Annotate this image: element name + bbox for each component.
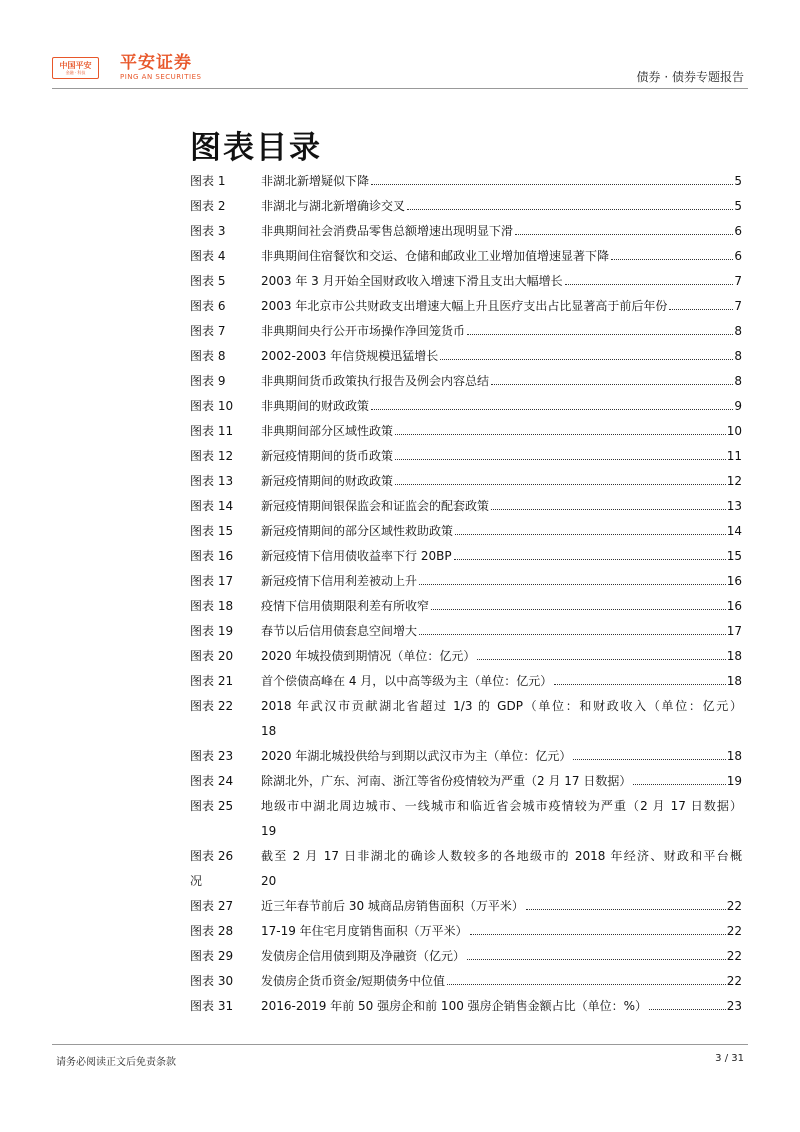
toc-entry[interactable]: [190, 449, 742, 464]
toc-title: 近三年春节前后 30 城商品房销售面积（万平米）: [261, 899, 524, 913]
footer-page-number: 3 / 31: [715, 1053, 744, 1064]
toc-entry[interactable]: [190, 224, 742, 239]
toc-label: 图表 1: [190, 174, 226, 188]
toc-page: 5: [734, 174, 742, 188]
toc-leader-dots: [440, 359, 733, 360]
company-logo: [52, 57, 99, 79]
toc-label: 图表 3: [190, 224, 226, 238]
toc-entry[interactable]: [190, 199, 742, 214]
toc-entry-22[interactable]: [190, 699, 742, 739]
toc-title: 2003 年 3 月开始全国财政收入增速下滑且支出大幅增长: [261, 274, 563, 288]
toc-entry[interactable]: [190, 249, 742, 264]
toc-label: 图表 27: [190, 899, 234, 913]
toc-page: 18: [726, 749, 742, 763]
toc-page: 19: [261, 824, 277, 838]
logo-line1: 中国平安: [59, 61, 92, 70]
toc-page: 18: [261, 724, 277, 738]
toc-page: 8: [734, 324, 742, 338]
toc-label: 图表 22: [190, 699, 234, 713]
toc-leader-dots: [491, 509, 726, 510]
toc-leader-dots: [515, 234, 733, 235]
toc-page: 10: [726, 424, 742, 438]
toc-page: 19: [726, 774, 742, 788]
toc-entry-25[interactable]: [190, 799, 742, 839]
toc-label: 图表 18: [190, 599, 234, 613]
toc-label: 图表 23: [190, 749, 234, 763]
toc-label: 图表 20: [190, 649, 234, 663]
toc-page: 12: [726, 474, 742, 488]
toc-leader-dots: [470, 934, 726, 935]
toc-title: 疫情下信用债期限利差有所收窄: [261, 599, 430, 613]
toc-leader-dots: [477, 659, 725, 660]
toc-leader-dots: [419, 584, 726, 585]
header-divider: [52, 88, 748, 89]
toc-leader-dots: [455, 534, 726, 535]
toc-leader-dots: [419, 634, 726, 635]
toc-entry[interactable]: [190, 524, 742, 539]
toc-title: 非典期间住宿餐饮和交运、仓储和邮政业工业增加值增速显著下降: [261, 249, 610, 263]
toc-page: 6: [734, 224, 742, 238]
toc-label: 图表 24: [190, 774, 234, 788]
toc-label: 图表 31: [190, 999, 234, 1013]
toc-entry[interactable]: [190, 624, 742, 639]
toc-entry[interactable]: [190, 924, 742, 939]
brand-en: PING AN SECURITIES: [120, 73, 202, 81]
toc-entry[interactable]: [190, 299, 742, 314]
toc-entry[interactable]: [190, 349, 742, 364]
toc-entry[interactable]: [190, 599, 742, 614]
toc-continuation: [190, 824, 261, 839]
toc-title: 春节以后信用债套息空间增大: [261, 624, 418, 638]
toc-title: 17-19 年住宅月度销售面积（万平米）: [261, 924, 468, 938]
toc-entry[interactable]: [190, 749, 742, 764]
toc-title: 新冠疫情期间的部分区域性救助政策: [261, 524, 454, 538]
toc-page: 7: [734, 299, 742, 313]
toc-page: 7: [734, 274, 742, 288]
toc-entry[interactable]: [190, 549, 742, 564]
toc-leader-dots: [371, 409, 733, 410]
toc-label: 图表 12: [190, 449, 234, 463]
toc-leader-dots: [649, 1009, 726, 1010]
toc-page: 20: [261, 874, 277, 888]
toc-title: 2018 年武汉市贡献湖北省超过 1/3 的 GDP（单位：和财政收入（单位：亿元）: [261, 699, 742, 713]
toc-page: 22: [726, 924, 742, 938]
toc-title: 新冠疫情期间银保监会和证监会的配套政策: [261, 499, 490, 513]
toc-title: 2003 年北京市公共财政支出增速大幅上升且医疗支出占比显著高于前后年份: [261, 299, 668, 313]
toc-label: 图表 4: [190, 249, 226, 263]
toc-title: 发债房企货币资金/短期债务中位值: [261, 974, 446, 988]
toc-title: 首个偿债高峰在 4 月，以中高等级为主（单位：亿元）: [261, 674, 553, 688]
toc-label: 图表 13: [190, 474, 234, 488]
toc-page: 16: [726, 574, 742, 588]
toc-page: 23: [726, 999, 742, 1013]
toc-title: 2020 年湖北城投供给与到期以武汉市为主（单位：亿元）: [261, 749, 572, 763]
toc-title: 新冠疫情期间的货币政策: [261, 449, 394, 463]
toc-title: 2002-2003 年信贷规模迅猛增长: [261, 349, 439, 363]
toc-title: 非典期间货币政策执行报告及例会内容总结: [261, 374, 490, 388]
toc-label: 图表 16: [190, 549, 234, 563]
brand-name: [120, 53, 201, 82]
toc-title: 非典期间社会消费品零售总额增速出现明显下滑: [261, 224, 514, 238]
toc-leader-dots: [467, 334, 733, 335]
toc-title: 非湖北与湖北新增确诊交叉: [261, 199, 406, 213]
toc-label: 图表 8: [190, 349, 226, 363]
toc-entry[interactable]: [190, 324, 742, 339]
toc-entry[interactable]: [190, 674, 742, 689]
toc-label: 图表 28: [190, 924, 234, 938]
toc-title: 2016-2019 年前 50 强房企和前 100 强房企销售金额占比（单位：%）: [261, 999, 648, 1013]
toc-leader-dots: [633, 784, 725, 785]
toc-title: 新冠疫情期间的财政政策: [261, 474, 394, 488]
toc-leader-dots: [573, 759, 725, 760]
toc-page: 5: [734, 199, 742, 213]
toc-leader-dots: [565, 284, 734, 285]
toc-entry[interactable]: [190, 499, 742, 514]
toc-label: 图表 19: [190, 624, 234, 638]
toc-leader-dots: [395, 434, 726, 435]
toc-title: 新冠疫情下信用债收益率下行 20BP: [261, 549, 452, 563]
toc-title: 截至 2 月 17 日非湖北的确诊人数较多的各地级市的 2018 年经济、财政和平台概: [261, 849, 742, 863]
toc-label: 图表 30: [190, 974, 234, 988]
toc-page: 8: [734, 374, 742, 388]
toc-leader-dots: [491, 384, 733, 385]
toc-entry[interactable]: [190, 274, 742, 289]
toc-leader-dots: [371, 184, 733, 185]
toc-label: 图表 10: [190, 399, 234, 413]
toc-page: 6: [734, 249, 742, 263]
toc-label: 图表 6: [190, 299, 226, 313]
toc-label: 图表 17: [190, 574, 234, 588]
toc-leader-dots: [407, 209, 733, 210]
toc-page: 18: [726, 649, 742, 663]
toc-label: 图表 7: [190, 324, 226, 338]
toc-label: 图表 21: [190, 674, 234, 688]
toc-title: 非典期间央行公开市场操作净回笼货币: [261, 324, 466, 338]
toc-entry[interactable]: [190, 374, 742, 389]
toc-label: 图表 9: [190, 374, 226, 388]
toc-page: 14: [726, 524, 742, 538]
brand-cn: 平安证券: [120, 53, 192, 73]
toc-entry-26[interactable]: [190, 849, 742, 889]
toc-entry[interactable]: [190, 649, 742, 664]
toc-label: 图表 29: [190, 949, 234, 963]
toc-page: 22: [726, 974, 742, 988]
toc-leader-dots: [526, 909, 726, 910]
toc-label: 图表 26: [190, 849, 234, 863]
toc-page: 22: [726, 899, 742, 913]
toc-label: 图表 5: [190, 274, 226, 288]
toc-leader-dots: [669, 309, 733, 310]
toc-title: 非湖北新增疑似下降: [261, 174, 370, 188]
toc-title: 非典期间的财政政策: [261, 399, 370, 413]
toc-label: 图表 15: [190, 524, 234, 538]
toc-page: 13: [726, 499, 742, 513]
toc-page: 16: [726, 599, 742, 613]
toc-page: 18: [726, 674, 742, 688]
toc-entry[interactable]: [190, 974, 742, 989]
toc-title: 2020 年城投债到期情况（单位：亿元）: [261, 649, 476, 663]
toc-title: 除湖北外，广东、河南、浙江等省份疫情较为严重（2 月 17 日数据）: [261, 774, 632, 788]
toc-label: 图表 25: [190, 799, 234, 813]
footer-disclaimer: 请务必阅读正文后免责条款: [56, 1057, 176, 1068]
logo-line2: 金融 · 科技: [65, 70, 86, 75]
toc-entry[interactable]: [190, 899, 742, 914]
toc-page: 22: [726, 949, 742, 963]
toc-entry[interactable]: [190, 574, 742, 589]
toc-leader-dots: [611, 259, 733, 260]
table-of-figures: [190, 174, 742, 1024]
toc-entry[interactable]: [190, 174, 742, 189]
toc-leader-dots: [395, 484, 726, 485]
toc-title: 新冠疫情下信用利差被动上升: [261, 574, 418, 588]
toc-leader-dots: [447, 984, 726, 985]
toc-leader-dots: [431, 609, 726, 610]
toc-label: 图表 2: [190, 199, 226, 213]
toc-title: 非典期间部分区域性政策: [261, 424, 394, 438]
report-type: 债券 · 债券专题报告: [636, 70, 744, 84]
toc-continuation: 况: [190, 874, 203, 888]
page-title: 图表目录: [190, 130, 322, 166]
toc-leader-dots: [467, 959, 726, 960]
toc-entry[interactable]: [190, 774, 742, 789]
toc-entry[interactable]: [190, 399, 742, 414]
toc-entry[interactable]: [190, 949, 742, 964]
toc-page: 15: [726, 549, 742, 563]
toc-leader-dots: [554, 684, 725, 685]
toc-entry[interactable]: [190, 424, 742, 439]
toc-page: 11: [726, 449, 742, 463]
toc-page: 8: [734, 349, 742, 363]
toc-label: 图表 11: [190, 424, 234, 438]
toc-title: 发债房企信用债到期及净融资（亿元）: [261, 949, 466, 963]
toc-leader-dots: [454, 559, 726, 560]
toc-page: 17: [726, 624, 742, 638]
toc-entry[interactable]: [190, 999, 742, 1014]
toc-entry[interactable]: [190, 474, 742, 489]
toc-page: 9: [734, 399, 742, 413]
toc-leader-dots: [395, 459, 726, 460]
toc-title: 地级市中湖北周边城市、一线城市和临近省会城市疫情较为严重（2 月 17 日数据）: [261, 799, 742, 813]
toc-label: 图表 14: [190, 499, 234, 513]
page-header: [0, 0, 800, 96]
footer-divider: [52, 1044, 748, 1045]
toc-continuation: [190, 724, 261, 739]
